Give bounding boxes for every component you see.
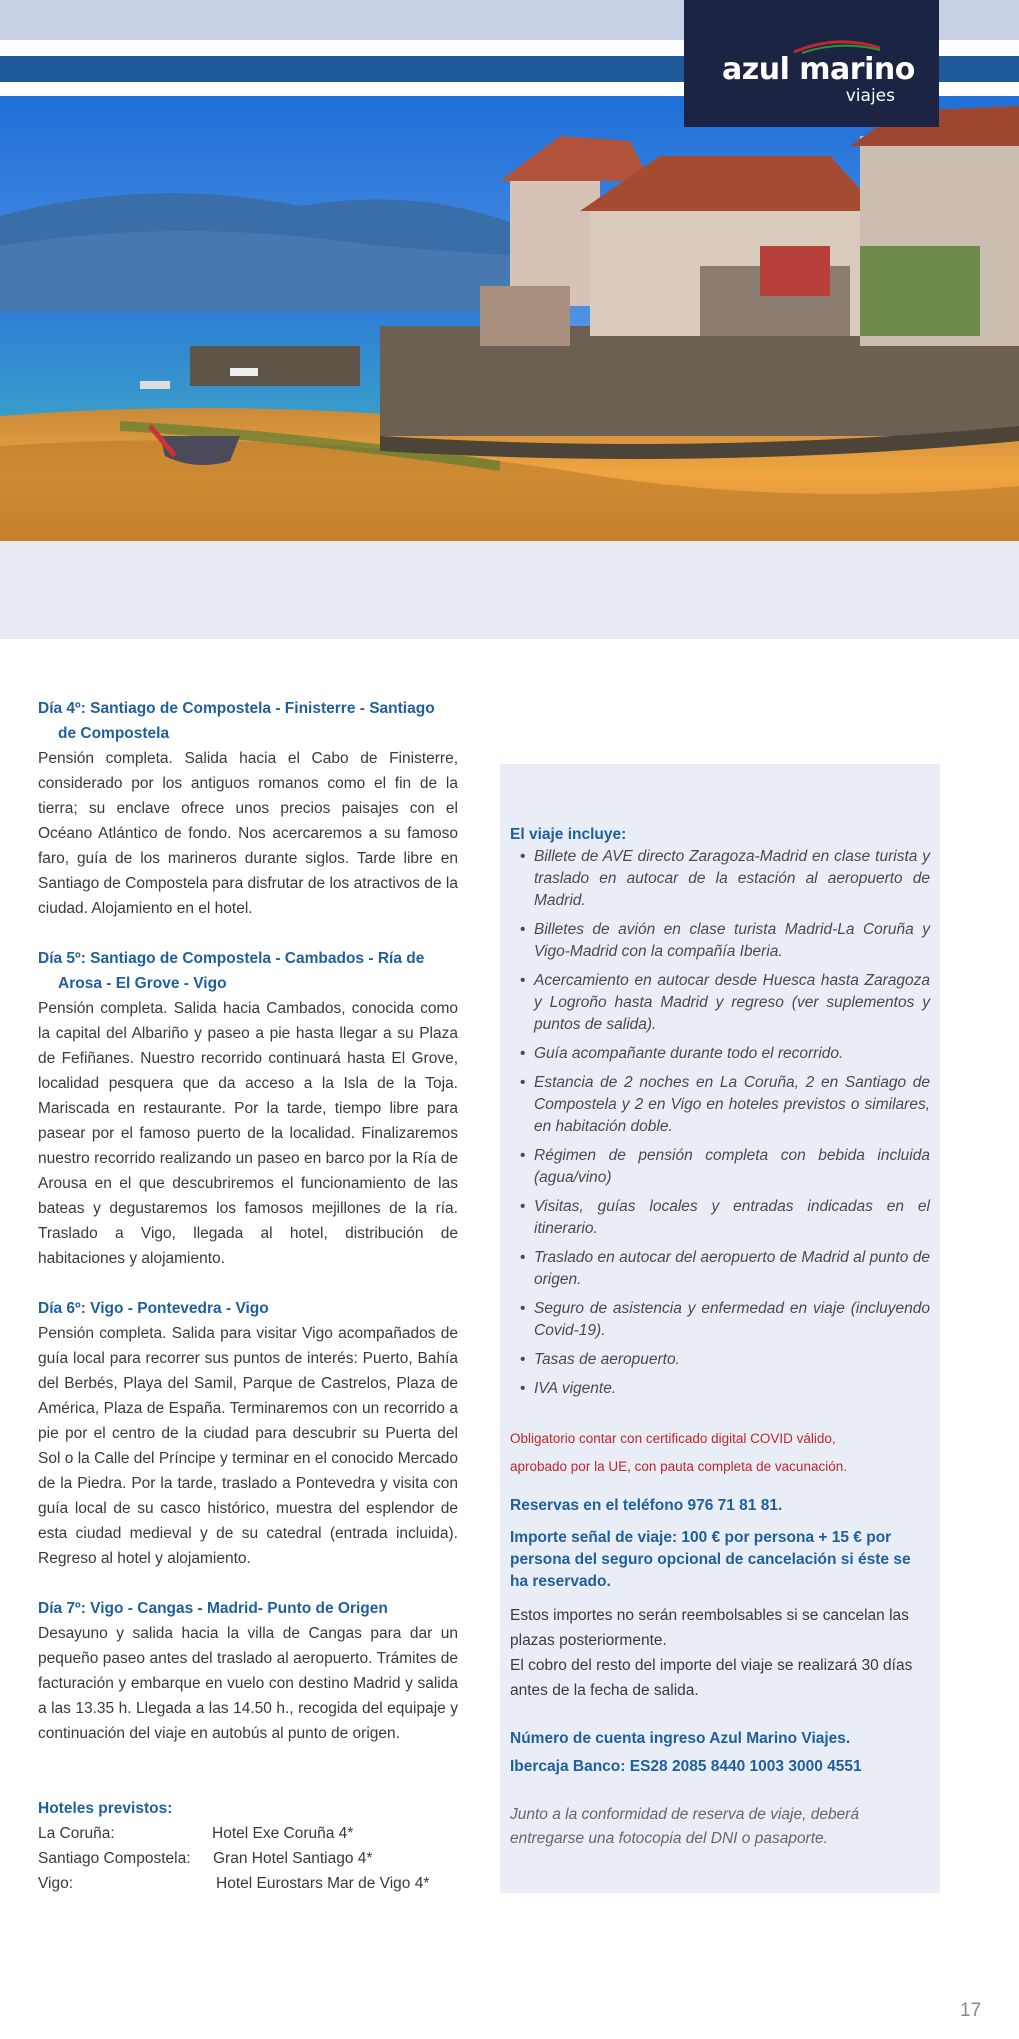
includes-item-text: Billetes de avión en clase turista Madrid-La Coruña y Vigo-Madrid con la compañía Iberia. bbox=[534, 921, 930, 960]
day-6-title: Día 6º: Vigo - Pontevedra - Vigo bbox=[38, 1300, 269, 1317]
info-panel bbox=[500, 764, 940, 1893]
info-panel-content bbox=[510, 824, 930, 1851]
bullet-icon: • bbox=[520, 1198, 526, 1215]
day-7-title: Día 7º: Vigo - Cangas - Madrid- Punto de Origen bbox=[38, 1600, 388, 1617]
bullet-icon: • bbox=[520, 1074, 526, 1091]
includes-item-text: IVA vigente. bbox=[534, 1380, 617, 1397]
day-4-block bbox=[38, 696, 458, 921]
includes-item bbox=[510, 970, 930, 1036]
includes-item bbox=[510, 1196, 930, 1240]
day-6-text: Pensión completa. Salida para visitar Vigo acompañados de guía local para recorrer sus puntos de interés: Puerto, Bahía del Berbés, Playa del Samil, Parque de Castrelos, Plaza de América, Plaza de España. Terminaremos con un recorrido a pie por el centro de la ciudad para descubrir su Puerta del Sol o la Calle del Príncipe y terminar en el conocido Mercado de la Piedra. Por la tarde, traslado a Pontevedra y visita con guía local de su casco histórico, muestra del esplendor de esta ciudad medieval y de su catedral (entrada incluida). Regreso al hotel y alojamiento. bbox=[38, 1325, 458, 1567]
reservations-phone: Reservas en el teléfono 976 71 81 81. bbox=[510, 1497, 783, 1514]
hero-photo bbox=[0, 96, 1019, 541]
includes-item bbox=[510, 1378, 930, 1400]
includes-list bbox=[510, 846, 930, 1400]
hotel-name: Hotel Eurostars Mar de Vigo 4* bbox=[216, 1875, 430, 1892]
lavender-band bbox=[0, 541, 1019, 639]
includes-item-text: Guía acompañante durante todo el recorrido. bbox=[534, 1045, 844, 1062]
includes-item-text: Acercamiento en autocar desde Huesca hasta Zaragoza y Logroño hasta Madrid y regreso (ver suplementos y puntos de salida). bbox=[534, 972, 930, 1033]
includes-item-text: Visitas, guías locales y entradas indicadas en el itinerario. bbox=[534, 1198, 930, 1237]
bullet-icon: • bbox=[520, 1249, 526, 1266]
day-7-block bbox=[38, 1596, 458, 1746]
hotel-name: Hotel Exe Coruña 4* bbox=[212, 1825, 354, 1842]
bullet-icon: • bbox=[520, 1351, 526, 1368]
includes-item bbox=[510, 1072, 930, 1138]
day-7-text: Desayuno y salida hacia la villa de Cangas para dar un pequeño paseo antes del traslado al aeropuerto. Trámites de facturación y embarque en vuelo con destino Madrid y salida a las 13.35 h. Llegada a las 14.50 h., recogida del equipaje y continuación del viaje en autobús al punto de origen. bbox=[38, 1625, 458, 1742]
covid-notice-line-1: Obligatorio contar con certificado digital COVID válido, bbox=[510, 1431, 836, 1446]
brand-logo bbox=[684, 0, 939, 127]
hotel-city: La Coruña: bbox=[38, 1825, 115, 1842]
includes-item bbox=[510, 1043, 930, 1065]
page-number: 17 bbox=[960, 2000, 982, 2021]
hotels-section bbox=[38, 1796, 458, 1896]
day-5-title: Día 5º: Santiago de Compostela - Cambados - Ría de Arosa - El Grove - Vigo bbox=[38, 950, 425, 992]
includes-item-text: Estancia de 2 noches en La Coruña, 2 en Santiago de Compostela y 2 en Vigo en hoteles previstos o similares, en habitación doble. bbox=[534, 1074, 930, 1135]
hotel-row bbox=[38, 1846, 458, 1871]
hotel-city: Vigo: bbox=[38, 1875, 74, 1892]
hotel-city: Santiago Compostela: bbox=[38, 1850, 191, 1867]
includes-item-text: Tasas de aeropuerto. bbox=[534, 1351, 680, 1368]
day-4-title: Día 4º: Santiago de Compostela - Finisterre - Santiago de Compostela bbox=[38, 700, 435, 742]
day-4-text: Pensión completa. Salida hacia el Cabo de Finisterre, considerado por los antiguos romanos como el fin de la tierra; su enclave ofrece unos precios paisajes con el Océano Atlántico de fondo. Nos acercaremos a su famoso faro, guía de los marineros durante siglos. Tarde libre en Santiago de Compostela para disfrutar de los atractivos de la ciudad. Alojamiento en el hotel. bbox=[38, 750, 458, 917]
hotel-name: Gran Hotel Santiago 4* bbox=[213, 1850, 373, 1867]
hotels-title: Hoteles previstos: bbox=[38, 1800, 173, 1817]
coastal-village-image bbox=[0, 96, 1019, 541]
itinerary-column bbox=[38, 696, 458, 1896]
includes-item-text: Seguro de asistencia y enfermedad en viaje (incluyendo Covid-19). bbox=[534, 1300, 930, 1339]
includes-item bbox=[510, 846, 930, 912]
bullet-icon: • bbox=[520, 1380, 526, 1397]
hotel-row bbox=[38, 1871, 458, 1896]
day-5-block bbox=[38, 946, 458, 1271]
hotel-row bbox=[38, 1821, 458, 1846]
balance-note: El cobro del resto del importe del viaje se realizará 30 días antes de la fecha de salida. bbox=[510, 1657, 913, 1699]
brand-sub: viajes bbox=[845, 86, 895, 106]
includes-item bbox=[510, 919, 930, 963]
includes-item bbox=[510, 1145, 930, 1189]
includes-item-text: Régimen de pensión completa con bebida incluida (agua/vino) bbox=[534, 1147, 930, 1186]
dni-note: Junto a la conformidad de reserva de viaje, deberá entregarse una fotocopia del DNI o pasaporte. bbox=[510, 1806, 859, 1847]
bullet-icon: • bbox=[520, 972, 526, 989]
account-number: Ibercaja Banco: ES28 2085 8440 1003 3000 4551 bbox=[510, 1758, 862, 1775]
deposit-info: Importe señal de viaje: 100 € por persona + 15 € por persona del seguro opcional de cancelación si éste se ha reservado. bbox=[510, 1529, 911, 1590]
non-refundable-note: Estos importes no serán reembolsables si se cancelan las plazas posteriormente. bbox=[510, 1607, 909, 1649]
day-5-text: Pensión completa. Salida hacia Cambados, conocida como la capital del Albariño y paseo a pie hasta llegar a su Plaza de Fefiñanes. Nuestro recorrido continuará hasta El Grove, localidad pesquera que da acceso a la Isla de la Toja. Mariscada en restaurante. Por la tarde, tiempo libre para pasear por el famoso puerto de la localidad. Finalizaremos nuestro recorrido realizando un paseo en barco por la Ría de Arousa en el que descubriremos el funcionamiento de las bateas y degustaremos los famosos mejillones de la ría. Traslado a Vigo, llegada al hotel, distribución de habitaciones y alojamiento. bbox=[38, 1000, 458, 1267]
bullet-icon: • bbox=[520, 1045, 526, 1062]
includes-item-text: Billete de AVE directo Zaragoza-Madrid en clase turista y traslado en autocar de la estación al aeropuerto de Madrid. bbox=[534, 848, 930, 909]
includes-item bbox=[510, 1298, 930, 1342]
includes-item-text: Traslado en autocar del aeropuerto de Madrid al punto de origen. bbox=[534, 1249, 930, 1288]
bullet-icon: • bbox=[520, 1147, 526, 1164]
bullet-icon: • bbox=[520, 848, 526, 865]
includes-item bbox=[510, 1247, 930, 1291]
includes-title: El viaje incluye: bbox=[510, 826, 627, 843]
brand-name: azul marino bbox=[722, 52, 915, 87]
account-title: Número de cuenta ingreso Azul Marino Viajes. bbox=[510, 1730, 851, 1747]
bullet-icon: • bbox=[520, 921, 526, 938]
includes-item bbox=[510, 1349, 930, 1371]
day-6-block bbox=[38, 1296, 458, 1571]
bullet-icon: • bbox=[520, 1300, 526, 1317]
covid-notice-line-2: aprobado por la UE, con pauta completa de vacunación. bbox=[510, 1459, 847, 1474]
